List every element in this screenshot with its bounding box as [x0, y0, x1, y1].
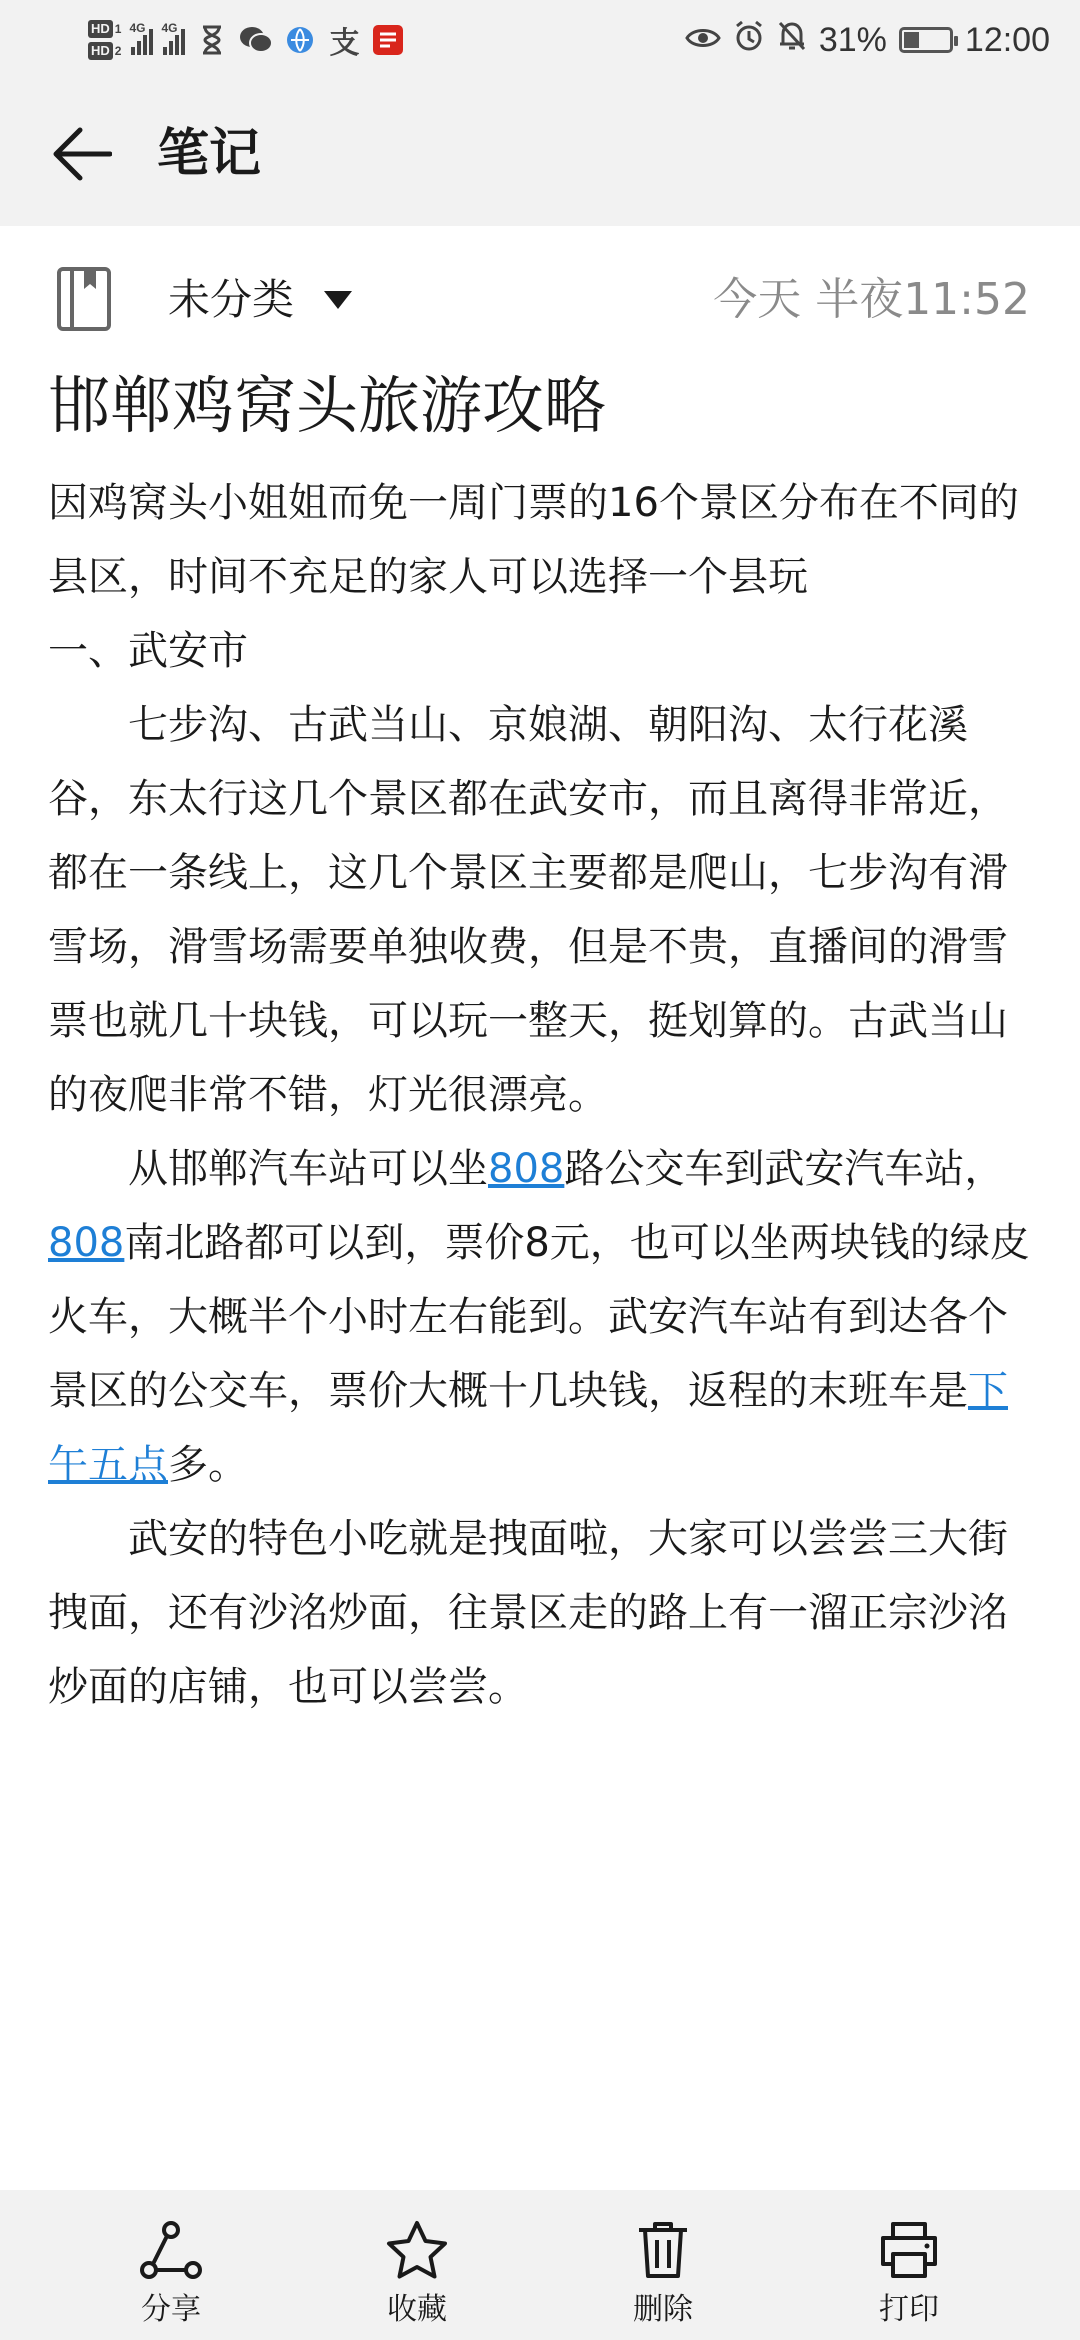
time-link[interactable]: 下午五点 [48, 1368, 1008, 1488]
text-span: 多。 [168, 1442, 248, 1488]
delete-label: 删除 [633, 2292, 693, 2327]
mute-bell-icon [777, 20, 807, 61]
hd1-icon: HD [88, 20, 113, 38]
hd2-icon: HD [88, 42, 113, 60]
bottom-action-bar [0, 2190, 1080, 2340]
clock: 12:00 [964, 20, 1050, 59]
hd-indicators: HD 1 HD 2 [88, 20, 121, 60]
favorite-button[interactable] [332, 2190, 502, 2340]
category-selector[interactable] [168, 270, 352, 330]
print-button[interactable] [824, 2190, 994, 2340]
battery-percent: 31% [818, 20, 887, 59]
app-toolbar [0, 80, 1080, 226]
note-paragraph: 武安的特色小吃就是拽面啦，大家可以尝尝三大街拽面，还有沙洺炒面，往景区走的路上有一溜正宗沙洺炒面的店铺，也可以尝尝。 [48, 1516, 1008, 1710]
printer-icon [877, 2220, 941, 2280]
signal-4g-2-icon: 4G [163, 25, 185, 55]
note-meta-row [0, 226, 1080, 366]
note-heading: 一、武安市 [48, 628, 248, 674]
status-left-icons [88, 10, 405, 70]
status-right-icons [685, 10, 1050, 70]
page-title: 笔记 [157, 124, 262, 184]
text-span: 从邯郸汽车站可以坐 [128, 1146, 488, 1192]
star-icon [385, 2220, 449, 2280]
news-app-icon [371, 23, 405, 57]
back-button[interactable] [46, 118, 118, 190]
share-icon [139, 2220, 203, 2280]
alarm-icon [733, 20, 765, 61]
share-label: 分享 [141, 2292, 201, 2327]
wechat-icon [239, 23, 273, 57]
note-body[interactable] [48, 466, 1038, 1724]
note-title[interactable]: 邯郸鸡窝头旅游攻略 [48, 369, 607, 442]
dropdown-caret-icon [324, 291, 352, 309]
eye-comfort-icon [685, 21, 721, 60]
print-label: 打印 [879, 2292, 939, 2327]
text-span: 南北路都可以到，票价8元，也可以坐两块钱的绿皮火车，大概半个小时左右能到。武安汽车站有到达各个景区的公交车，票价大概十几块钱，返程的末班车是 [48, 1220, 1030, 1414]
category-label: 未分类 [168, 275, 295, 324]
text-span: 路公交车到武安汽车站， [564, 1146, 1005, 1192]
delete-button[interactable] [578, 2190, 748, 2340]
notebook-icon[interactable] [56, 266, 112, 332]
note-timestamp: 今天 半夜11:52 [713, 274, 1030, 325]
note-paragraph [48, 1132, 1038, 1502]
bus-number-link[interactable]: 808 [48, 1220, 125, 1266]
bus-number-link[interactable]: 808 [488, 1146, 565, 1192]
signal-4g-1-icon: 4G [131, 25, 153, 55]
note-paragraph: 因鸡窝头小姐姐而免一周门票的16个景区分布在不同的县区，时间不充足的家人可以选择一个县玩 [48, 480, 1019, 600]
alipay-icon: 支 [329, 27, 360, 60]
trash-icon [631, 2220, 695, 2280]
back-arrow-icon [52, 126, 112, 182]
battery-icon [899, 27, 953, 53]
hourglass-icon [195, 23, 229, 57]
note-paragraph: 七步沟、古武当山、京娘湖、朝阳沟、太行花溪谷，东太行这几个景区都在武安市，而且离得非常近，都在一条线上，这几个景区主要都是爬山，七步沟有滑雪场，滑雪场需要单独收费，但是不贵，直播间的滑雪票也就几十块钱，可以玩一整天，挺划算的。古武当山的夜爬非常不错，灯光很漂亮。 [48, 702, 1008, 1118]
share-button[interactable] [86, 2190, 256, 2340]
favorite-label: 收藏 [387, 2292, 447, 2327]
browser-icon [283, 23, 317, 57]
status-bar [0, 0, 1080, 80]
